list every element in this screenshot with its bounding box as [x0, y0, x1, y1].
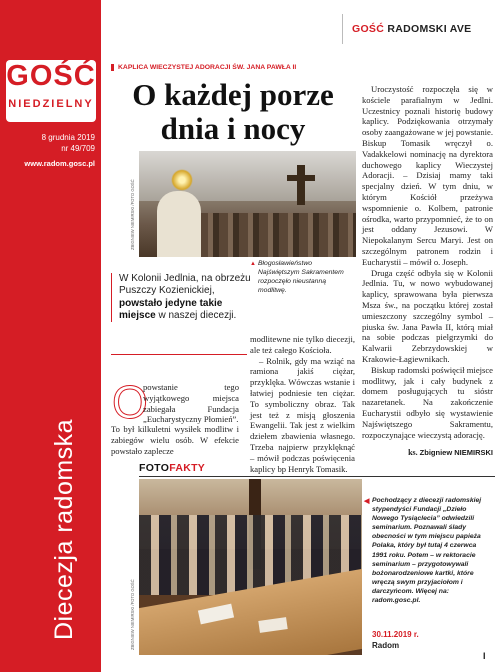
- col2-p1: modlitewne nie tylko diecezji, ale też całego Kościoła.: [250, 334, 355, 355]
- lead-divider: [111, 354, 247, 355]
- dropcap: O: [112, 376, 148, 428]
- seminary-photo: [139, 479, 362, 655]
- article-headline: [111, 78, 355, 146]
- col3-p1: Uroczystość rozpoczęła się w kościele parafialnym w Jedlni. Uczestnicy poznali historię budowy kaplicy. Podziękowania otrzymały osoby zaangażowane w jej powstanie. Biskup Tomasik wręczył o. Vadakkelowi nominację na dyrektora duchowego kaplicy Wieczystej Adoracji. – Dzisiaj mamy taki specjalny dzień. W tym dniu, w którym Kościół przeżywa wspomnienie o. Kolbem, patronie ośrodka, warto przypomnieć, że to on jest oddany Jezusowi. W Niepokalanym Sercu Maryi. Jest on szczególnym patronem rodzin i Eucharystii – mówił o. Joseph.: [362, 84, 494, 267]
- fotofakty-rule: [139, 476, 495, 477]
- logo-bottom: NIEDZIELNY: [8, 98, 94, 110]
- fotofakty-title: [139, 462, 205, 474]
- photo-credit-2: ZBIGNIEW NIEMIRSKI /FOTO GOŚĆ: [130, 579, 135, 650]
- photo-caption-1: [250, 259, 354, 295]
- fotofakty-place: Radom: [372, 641, 400, 650]
- red-sidebar: [0, 0, 101, 672]
- headline-line1: O każdej porze: [132, 77, 334, 112]
- photo-credit-1: ZBIGNIEW NIEMIRSKI /FOTO GOŚĆ: [130, 179, 135, 250]
- col3-p3: Biskup radomski poświęcił miejsce modlitwy, jak i cały budynek z domem posługujących tu sióstr nazaretanek. Na zakończenie Eucharystii odbyło się wystawienie Najświętszego Sakramentu, rozpoczynające wieczystą adorację.: [362, 364, 493, 440]
- page-number: I: [483, 651, 486, 661]
- cross-bar-shape: [287, 175, 315, 181]
- section-brand: [342, 14, 494, 44]
- lead-bold: powstało jedyne takie miejsce: [119, 297, 223, 321]
- fotofakty-text: [364, 496, 492, 605]
- issue-date: 8 grudnia 2019: [41, 133, 95, 142]
- cross-shape: [297, 165, 305, 205]
- priest-shape: [157, 191, 201, 257]
- issue-number: nr 49/709: [61, 144, 95, 153]
- monstrance-shape: [171, 169, 193, 191]
- brand-black: RADOMSKI AVE: [387, 23, 472, 35]
- body-column-1: [143, 382, 239, 424]
- headline-line2: dnia i nocy: [160, 111, 306, 146]
- article-lead: [111, 273, 251, 322]
- diocese-label: Diecezja radomska: [50, 418, 78, 640]
- col1-text-b: To był kilkuletni wysiłek modlitw i zabiegów wielu osób. W efekcie powstało zaplecze: [111, 424, 239, 456]
- body-column-2: [250, 334, 355, 474]
- adoration-photo: [139, 151, 356, 257]
- article-kicker: KAPLICA WIECZYSTEJ ADORACJI ŚW. JANA PAWŁA II: [111, 64, 296, 71]
- issue-info: [42, 132, 95, 154]
- lead-text-1: W Kolonii Jedlnia, na obrzeżu Puszczy Kozienickiej,: [119, 273, 251, 297]
- col1-text-a: powstanie tego wyjątkowego miejsca zabiegała Fundacja „Eucharystyczny Płomień”.: [143, 382, 239, 424]
- lead-text-2: w naszej diecezji.: [155, 309, 237, 321]
- brand-red: GOŚĆ: [352, 23, 385, 35]
- crowd-shape: [199, 213, 356, 257]
- fotofakty-triangle-icon: ◀: [364, 498, 370, 505]
- fotofakty-title-b: FAKTY: [169, 462, 206, 474]
- caption-triangle-icon: ▲: [250, 261, 256, 267]
- sign-name: Zbigniew NIEMIRSKI: [419, 448, 493, 457]
- fotofakty-title-a: FOTO: [139, 462, 170, 474]
- site-url: www.radom.gosc.pl: [24, 159, 95, 168]
- author-signature: [362, 448, 493, 457]
- logo-top: GOŚĆ: [6, 60, 96, 92]
- fotofakty-date: 30.11.2019 r.: [372, 630, 419, 639]
- sign-prefix: ks.: [408, 448, 418, 457]
- fotofakty-body: Pochodzący z diecezji radomskiej stypendyści Fundacji „Dzieło Nowego Tysiąclecia” odwiedzili seminarium. Poznawali ślady obecności w tym miejscu papieża Polaka, który był tutaj 4 czerwca 1991 roku. Potem – w rektoracie seminarium – przygotowywali bożonarodzeniowe kartki, które wręczą swym przyjaciołom i darczyńcom. Więcej na: radom.gosc.pl.: [372, 497, 482, 605]
- col3-p2: Druga część odbyła się w Kolonii Jedlnia. Tu, w nowo wybudowanej kaplicy, sprawowana była pierwsza Msza św., na początku której został umieszczony szczególny symbol – piuska św. Jana Pawła II, którą miał na sobie podczas pielgrzymki do Kalwarii Zebrzydowskiej w Krakowie-Łagiewnikach.: [362, 267, 493, 364]
- gosc-logo: [6, 60, 96, 122]
- caption-text: Błogosławieństwo Najświętszym Sakramentem rozpoczęło nieustanną modlitwę.: [258, 260, 344, 294]
- body-column-3: [362, 84, 493, 440]
- col2-p2: – Rolnik, gdy ma wziąć na ramiona jakiś ciężar, przyklęka. Wówczas wstanie i łatwiej podniesie ten ciężar. To symboliczny obraz. Tak jest też z misją głoszenia Ewangelii. Tak jest z wielkim dziełem zbawienia własnego. Trzeba najpierw przyklęknąć – mówił podczas poświęcenia kaplicy bp Henryk Tomasik.: [250, 355, 355, 474]
